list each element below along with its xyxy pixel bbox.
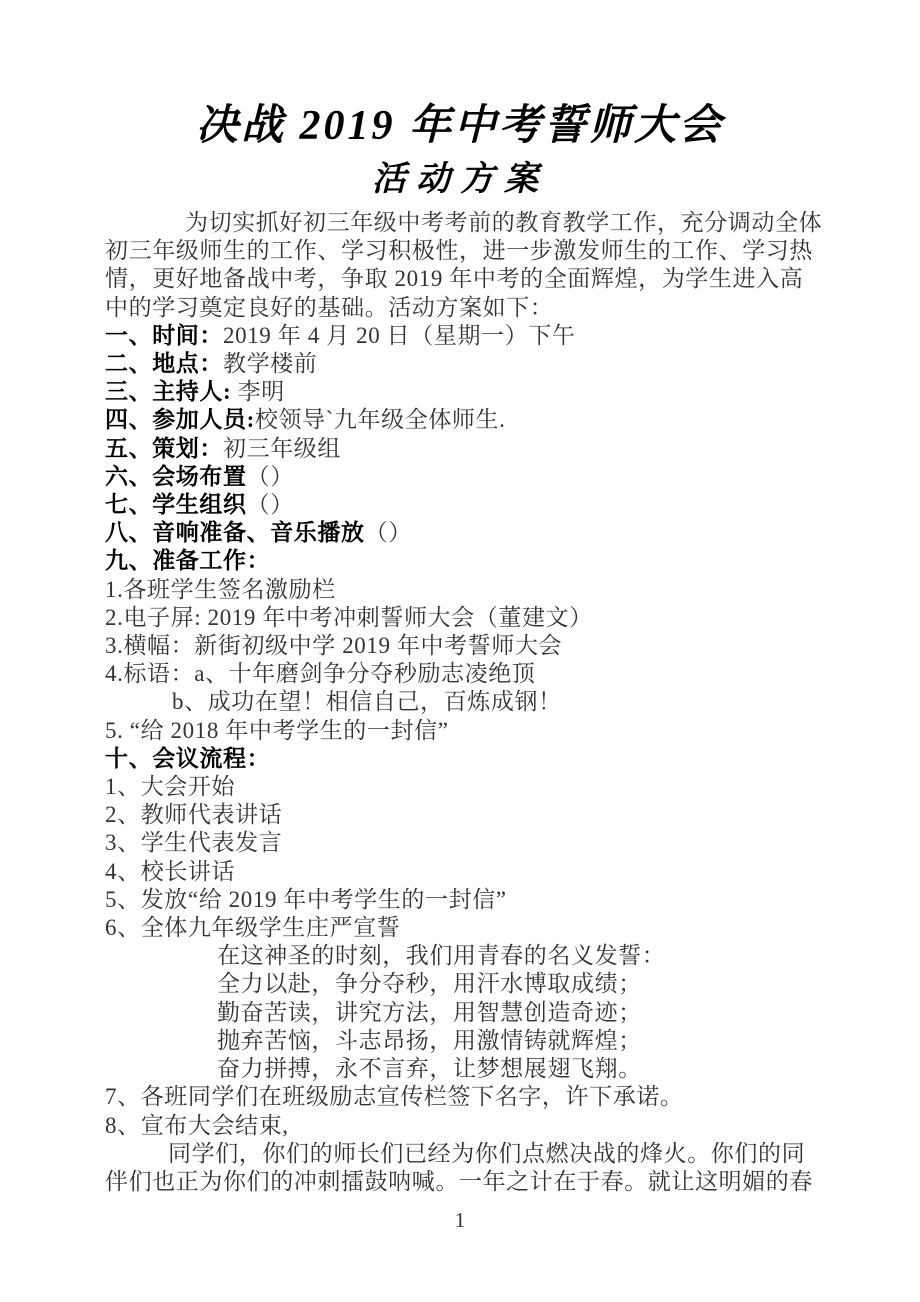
text-line xyxy=(105,858,820,886)
line-text: 李明 xyxy=(231,379,285,405)
text-line xyxy=(105,688,820,716)
text-line xyxy=(105,1112,820,1140)
line-text: 5、发放“给 2019 年中考学生的一封信” xyxy=(105,886,507,912)
line-bold-label: 一、时间： xyxy=(105,322,223,348)
line-text: 同学们，你们的师长们已经为你们点燃决战的烽火。你们的同 xyxy=(168,1140,806,1166)
text-line xyxy=(105,435,820,463)
text-line xyxy=(105,322,820,350)
line-text: 伴们也正为你们的冲刺擂鼓呐喊。一年之计在于春。就让这明媚的春 xyxy=(105,1168,813,1194)
line-text: （） xyxy=(246,463,294,489)
line-text: 勤奋苦读，讲究方法，用智慧创造奇迹； xyxy=(217,999,642,1025)
text-line xyxy=(105,604,820,632)
text-line xyxy=(105,801,820,829)
text-line xyxy=(105,914,820,942)
text-line xyxy=(105,463,820,491)
text-line xyxy=(105,773,820,801)
line-text: 4.标语：a、十年磨剑争分夺秒励志凌绝顶 xyxy=(105,661,536,687)
line-bold-label: 六、会场布置 xyxy=(105,463,247,489)
line-text: 7、各班同学们在班级励志宣传栏签下名字，许下承诺。 xyxy=(105,1084,684,1110)
line-text: 5. “给 2018 年中考学生的一封信” xyxy=(105,717,449,743)
line-text: 全力以赴，争分夺秒，用汗水博取成绩； xyxy=(217,971,642,997)
line-text: 初三年级师生的工作、学习积极性，进一步激发师生的工作、学习热 xyxy=(105,238,813,264)
text-line xyxy=(105,491,820,519)
line-text: 抛弃苦恼，斗志昂扬，用激情铸就辉煌； xyxy=(217,1027,642,1053)
line-text: 8、宣布大会结束, xyxy=(105,1112,289,1138)
text-line xyxy=(105,1140,820,1168)
line-text: 4、校长讲话 xyxy=(105,858,236,884)
line-bold-label: 十、会议流程： xyxy=(105,745,271,771)
line-bold-label: 八、音响准备、音乐播放 xyxy=(105,520,365,546)
text-line xyxy=(105,745,820,773)
line-text: 3.横幅：新街初级中学 2019 年中考誓师大会 xyxy=(105,633,563,659)
line-text: 情，更好地备战中考，争取 2019 年中考的全面辉煌，为学生进入高 xyxy=(105,266,804,292)
text-line xyxy=(105,265,820,293)
line-bold-label: 四、参加人员: xyxy=(105,407,255,433)
text-line xyxy=(105,350,820,378)
text-line xyxy=(105,547,820,575)
text-line xyxy=(105,576,820,604)
text-line xyxy=(105,970,820,998)
line-text: 奋力拼搏，永不言弃，让梦想展翅飞翔。 xyxy=(217,1056,642,1082)
line-text: 2、教师代表讲话 xyxy=(105,802,283,828)
text-line xyxy=(105,1083,820,1111)
document-body xyxy=(105,209,823,1196)
text-line xyxy=(105,378,820,406)
text-line xyxy=(105,294,820,322)
line-text: b、成功在望！相信自己，百炼成钢！ xyxy=(172,689,562,715)
line-bold-label: 五、策划： xyxy=(105,435,223,461)
line-text: 1、大会开始 xyxy=(105,774,236,800)
line-text: 1.各班学生签名激励栏 xyxy=(105,576,336,602)
text-line xyxy=(105,886,820,914)
line-text: （） xyxy=(246,492,294,518)
text-line xyxy=(105,237,820,265)
text-line xyxy=(105,519,820,547)
line-text: 校领导`九年级全体师生. xyxy=(254,407,506,433)
line-text: 初三年级组 xyxy=(223,435,341,461)
line-bold-label: 二、地点： xyxy=(105,351,223,377)
line-text: 中的学习奠定良好的基础。活动方案如下： xyxy=(105,294,554,320)
line-text: 2.电子屏: 2019 年中考冲刺誓师大会（董建文） xyxy=(105,604,593,630)
text-line xyxy=(105,660,820,688)
line-text: 6、全体九年级学生庄严宣誓 xyxy=(105,915,401,941)
text-line xyxy=(105,717,820,745)
text-line xyxy=(105,829,820,857)
document-title: 决战 2019 年中考誓师大会 xyxy=(195,103,724,149)
line-text: 教学楼前 xyxy=(223,351,318,377)
line-text: （） xyxy=(364,520,412,546)
line-bold-label: 三、主持人: xyxy=(105,379,232,405)
text-line xyxy=(105,999,820,1027)
text-line xyxy=(105,209,823,237)
line-text: 为切实抓好初三年级中考考前的教育教学工作，充分调动全体 xyxy=(185,210,823,235)
text-line xyxy=(105,1027,820,1055)
line-text: 在这神圣的时刻，我们用青春的名义发誓： xyxy=(217,943,666,969)
text-line xyxy=(105,1168,820,1196)
text-line xyxy=(105,632,820,660)
text-line xyxy=(105,1055,820,1083)
line-text: 3、学生代表发言 xyxy=(105,830,283,856)
page-number-label: 1 xyxy=(454,1208,466,1233)
text-line xyxy=(105,942,820,970)
title-block xyxy=(0,0,920,204)
line-text: 2019 年 4 月 20 日（星期一）下午 xyxy=(223,322,576,348)
line-bold-label: 九、准备工作： xyxy=(105,548,271,574)
line-bold-label: 七、学生组织 xyxy=(105,492,247,518)
document-subtitle: 活动方案 xyxy=(372,161,548,198)
text-line xyxy=(105,406,820,434)
